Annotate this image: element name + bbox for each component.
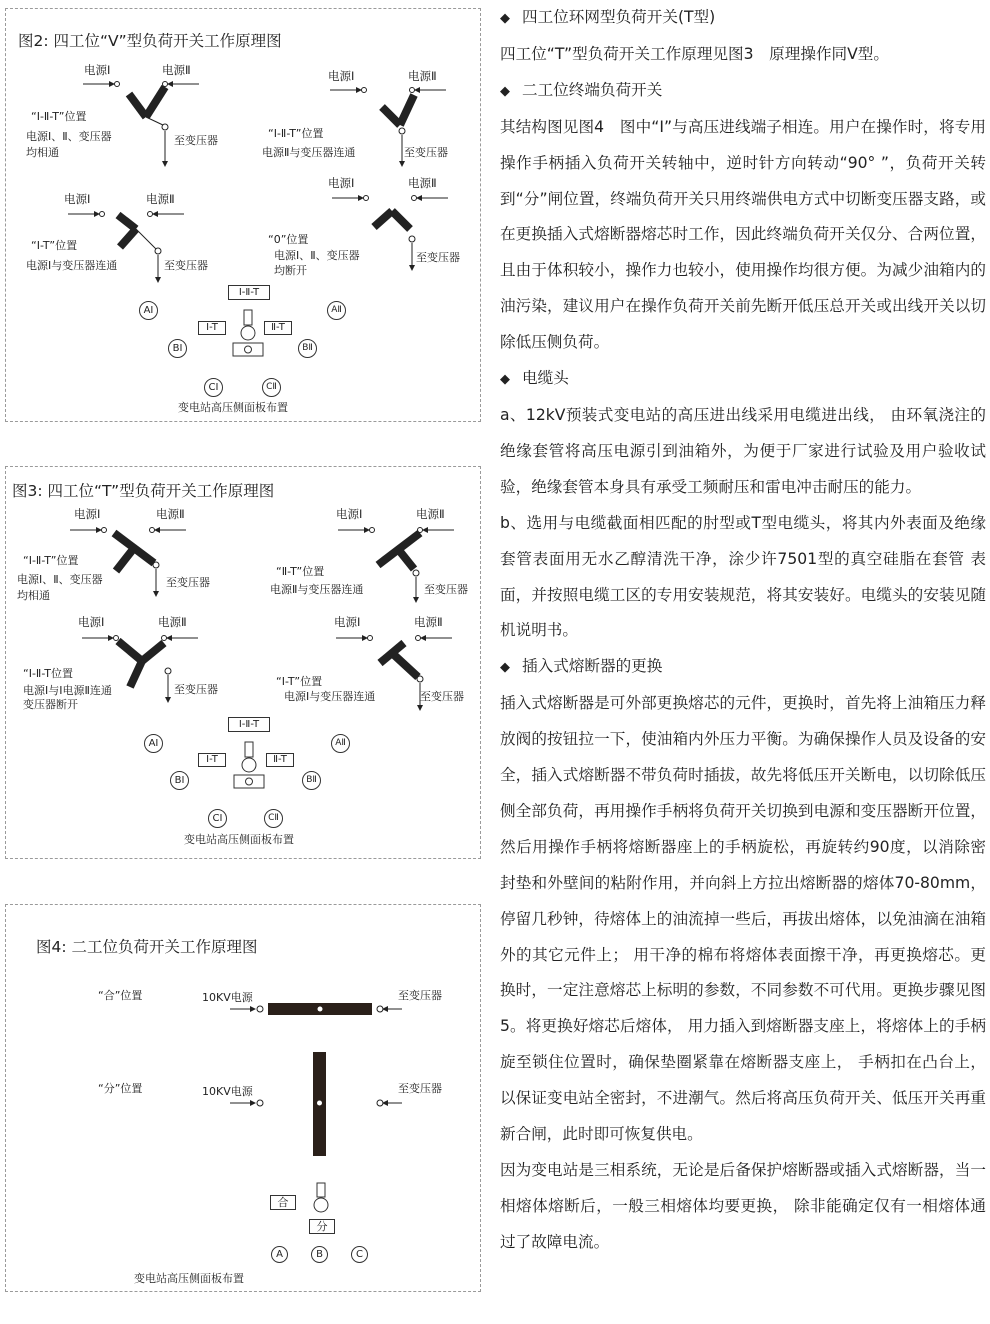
fig2-s2-to-transformer: 至变压器 [404, 146, 448, 159]
fig3-terminal-cii: CⅡ [264, 809, 283, 828]
fig3-s3-position: “Ⅰ-Ⅱ-T位置 [23, 667, 74, 680]
fig2-s2-desc-1: 电源Ⅱ与变压器连通 [262, 146, 356, 159]
fig3-terminal-bi: BⅠ [170, 771, 189, 790]
paragraph-cable-a: a、12kV预装式变电站的高压进出线采用电缆进出线， 由环氧浇注的绝缘套管将高压电源引到油箱外，为便于厂家进行试验及用户验收试验，绝缘套管本身具有承受工频耐压和雷电冲击耐压的能力。 [500, 405, 986, 496]
fig3-s1-position: “Ⅰ-Ⅱ-T”位置 [23, 554, 79, 567]
fig2-s2-switch-diagram [328, 75, 448, 185]
fig3-s1-source-2: 电源Ⅱ [156, 507, 185, 521]
fig4-panel-caption: 变电站高压侧面板布置 [134, 1272, 244, 1285]
fig2-s1-position: “Ⅰ-Ⅱ-T”位置 [31, 110, 87, 123]
fig4-closed-switch-diagram [228, 999, 468, 1029]
fig2-box-i-t: Ⅰ-T [198, 321, 226, 335]
heading-ring-switch [500, 0, 986, 37]
fig4-closed-position: “合”位置 [98, 989, 143, 1002]
fig3-s3-to-transformer: 至变压器 [174, 683, 218, 696]
heading-text: 四工位环网型负荷开关(T型) [522, 8, 716, 26]
fig4-open-source: 10KV电源 [202, 1085, 253, 1098]
fig3-terminal-ci: CⅠ [208, 809, 227, 828]
fig4-box-open: 分 [309, 1219, 335, 1234]
fig3-box-all: Ⅰ-Ⅱ-T [228, 717, 270, 732]
heading-fuse-replacement [500, 649, 986, 686]
fig3-s1-to-transformer: 至变压器 [166, 576, 210, 589]
fig4-terminal-b: B [311, 1246, 328, 1263]
diamond-bullet-icon: ◆ [500, 372, 510, 388]
fig3-operating-handle-icon [234, 739, 264, 789]
fig2-terminal-bi: BⅠ [168, 339, 187, 358]
fig3-s3-source-2: 电源Ⅱ [158, 615, 187, 629]
fig2-s1-switch-diagram [81, 69, 201, 179]
fig4-open-switch-diagram [228, 1050, 468, 1160]
fig2-s1-desc-1: 电源Ⅰ、Ⅱ、变压器 [26, 130, 112, 143]
fig2-s4-switch-diagram [330, 183, 450, 293]
fig3-panel-caption: 变电站高压侧面板布置 [184, 833, 294, 846]
fig3-s2-switch-diagram [336, 515, 456, 625]
fig2-s3-desc-1: 电源Ⅰ与变压器连通 [26, 259, 118, 272]
figure-3-panel [5, 466, 481, 859]
paragraph-three-phase: 因为变电站是三相系统，无论是后备保护熔断器或插入式熔断器，当一相熔体熔断后，一般三相熔体均要更换， 除非能确定仅有一相熔体通过了故障电流。 [500, 1161, 986, 1251]
fig2-s4-position: “0”位置 [268, 233, 309, 246]
figure-3-title: 图3: 四工位“T”型负荷开关工作原理图 [12, 482, 275, 500]
fig2-s2-source-1: 电源Ⅰ [328, 69, 355, 83]
fig3-s4-desc-1: 电源Ⅰ与变压器连通 [284, 690, 376, 703]
figure-4-panel [5, 904, 481, 1292]
fig3-s4-to-transformer: 至变压器 [420, 690, 464, 703]
fig3-s4-switch-diagram [334, 623, 454, 733]
fig2-terminal-ci: CⅠ [204, 378, 223, 397]
diamond-bullet-icon: ◆ [500, 83, 510, 99]
heading-cable-head [500, 361, 986, 398]
fig3-s2-source-1: 电源Ⅰ [336, 507, 363, 521]
fig4-operating-handle-icon [309, 1181, 333, 1221]
heading-text: 插入式熔断器的更换 [522, 657, 663, 676]
fig2-s4-source-1: 电源Ⅰ [328, 176, 355, 190]
figure-2-panel [5, 8, 481, 422]
text-column [500, 0, 986, 1261]
fig4-open-to-transformer: 至变压器 [398, 1082, 442, 1095]
fig2-terminal-cii: CⅡ [262, 378, 281, 397]
fig3-s2-desc-1: 电源Ⅱ与变压器连通 [270, 583, 364, 596]
fig4-terminal-c: C [351, 1246, 368, 1263]
fig2-terminal-aii: AⅡ [327, 301, 346, 320]
fig3-s1-desc-1: 电源Ⅰ、Ⅱ、变压器 [17, 573, 103, 586]
diamond-bullet-icon: ◆ [500, 11, 510, 26]
fig4-closed-to-transformer: 至变压器 [398, 989, 442, 1002]
diamond-bullet-icon: ◆ [500, 660, 510, 676]
fig2-s3-position: “Ⅰ-T”位置 [31, 239, 78, 252]
heading-text: 电缆头 [522, 369, 569, 388]
fig3-terminal-aii: AⅡ [331, 734, 350, 753]
fig2-s3-source-1: 电源Ⅰ [64, 192, 91, 206]
fig2-s2-position: “Ⅰ-Ⅱ-T”位置 [268, 127, 324, 140]
fig3-s1-switch-diagram [68, 515, 188, 625]
paragraph-cable-b: b、选用与电缆截面相匹配的肘型或T型电缆头，将其内外表面及绝缘套管表面用无水乙醇清洗干净，涂少许7501型的真空硅脂在套管 表面，并按照电缆工区的专用安装规范，将其安装好。电缆头的安装见随机说明书。 [500, 513, 986, 640]
fig4-open-position: “分”位置 [98, 1082, 143, 1095]
fig3-s3-source-1: 电源Ⅰ [78, 615, 105, 629]
fig2-s3-source-2: 电源Ⅱ [146, 192, 175, 206]
fig2-s3-to-transformer: 至变压器 [164, 259, 208, 272]
fig3-box-i-t: Ⅰ-T [198, 753, 226, 767]
fig3-terminal-ai: AⅠ [144, 734, 163, 753]
figure-4-title: 图4: 二工位负荷开关工作原理图 [36, 938, 258, 956]
paragraph-terminal-switch: 其结构图见图4 图中“I”与高压进线端子相连。用户在操作时，将专用操作手柄插入负荷开关转轴中，逆时针方向转动“90° ”，负荷开关转到“分”闸位置，终端负荷开关只用终端供电方式中切断变压器支路，或在更换插入式熔断器熔芯时工作，因此终端负荷开关仅分、合两位置，且由于体积较小，操作力也较小，使用操作均很方便。为减少油箱内的油污染，建议用户在操作负荷开关前先断开低压总开关或出线开关以切除低压侧负荷。 [500, 117, 986, 352]
heading-text: 二工位终端负荷开关 [522, 80, 663, 99]
fig2-panel-caption: 变电站高压侧面板布置 [178, 401, 288, 414]
heading-terminal-switch [500, 73, 986, 110]
fig3-s1-desc-2: 均相通 [17, 589, 50, 602]
fig2-s2-source-2: 电源Ⅱ [408, 69, 437, 83]
fig2-box-ii-t: Ⅱ-T [264, 321, 292, 335]
fig3-s4-position: “Ⅰ-T”位置 [276, 675, 323, 688]
fig3-s2-position: “Ⅱ-T”位置 [276, 565, 325, 578]
paragraph-fuse-replacement: 插入式熔断器是可外部更换熔芯的元件，更换时，首先将上油箱压力释放阀的按钮拉一下，使油箱内外压力平衡。为确保操作人员及设备的安全，插入式熔断器不带负荷时插拔，故先将低压开关断电，以切除低压侧全部负荷，再用操作手柄将负荷开关切换到电源和变压器断开位置，然后用操作手柄将熔断器座上的手柄旋松，再旋转约90度，以消除密封垫和外壁间的粘附作用，并向斜上方拉出熔断器的熔体70-80mm，停留几秒钟，待熔体上的油流掉一些后，再拔出熔体，以免油滴在油箱外的其它元件上； 用干净的棉布将熔体表面擦干净，再更换熔芯。更换时，一定注意熔芯上标明的参数，不同参数不可代用。更换步骤见图5。将更换好熔芯后熔体， 用力插入到熔断器支座上，将熔体上的手柄旋至锁住位置时，确保垫圈紧靠在熔断器支座上， 手柄扣在凸台上，以保证变电站全密封，不进潮气。然后将高压负荷开关、低压开关再重新合闸，此时即可恢复供电。 [500, 694, 986, 1144]
fig3-s4-source-2: 电源Ⅱ [414, 615, 443, 629]
fig2-s1-source-2: 电源Ⅱ [162, 63, 191, 77]
fig3-s2-source-2: 电源Ⅱ [416, 507, 445, 521]
fig3-s3-desc-2: 变压器断开 [23, 698, 78, 711]
fig2-box-all: Ⅰ-Ⅱ-T [228, 285, 270, 300]
fig2-s4-desc-1: 电源Ⅰ、Ⅱ、变压器 [274, 249, 360, 262]
fig3-s3-switch-diagram [80, 623, 200, 733]
fig2-terminal-bii: BⅡ [298, 339, 317, 358]
fig2-operating-handle-icon [233, 307, 263, 357]
fig2-s4-to-transformer: 至变压器 [416, 251, 460, 264]
fig3-s1-source-1: 电源Ⅰ [74, 507, 101, 521]
fig2-terminal-ai: AⅠ [139, 301, 158, 320]
fig3-s2-to-transformer: 至变压器 [424, 583, 468, 596]
fig4-terminal-a: A [271, 1246, 288, 1263]
fig4-box-close: 合 [270, 1195, 296, 1210]
fig2-s4-desc-2: 均断开 [274, 264, 307, 277]
figure-2-title: 图2: 四工位“V”型负荷开关工作原理图 [18, 32, 282, 50]
paragraph-ring-switch: 四工位“T”型负荷开关工作原理见图3 原理操作同V型。 [500, 44, 889, 63]
fig4-closed-source: 10KV电源 [202, 991, 253, 1004]
fig3-terminal-bii: BⅡ [302, 771, 321, 790]
fig3-s3-desc-1: 电源Ⅰ与Ⅰ电源Ⅱ连通 [23, 684, 112, 697]
fig2-s4-source-2: 电源Ⅱ [408, 176, 437, 190]
fig2-s3-switch-diagram [66, 199, 186, 309]
fig3-s4-source-1: 电源Ⅰ [334, 615, 361, 629]
fig2-s1-desc-2: 均相通 [26, 146, 59, 159]
fig3-box-ii-t: Ⅱ-T [266, 753, 294, 767]
fig2-s1-source-1: 电源Ⅰ [84, 63, 111, 77]
fig2-s1-to-transformer: 至变压器 [174, 134, 218, 147]
